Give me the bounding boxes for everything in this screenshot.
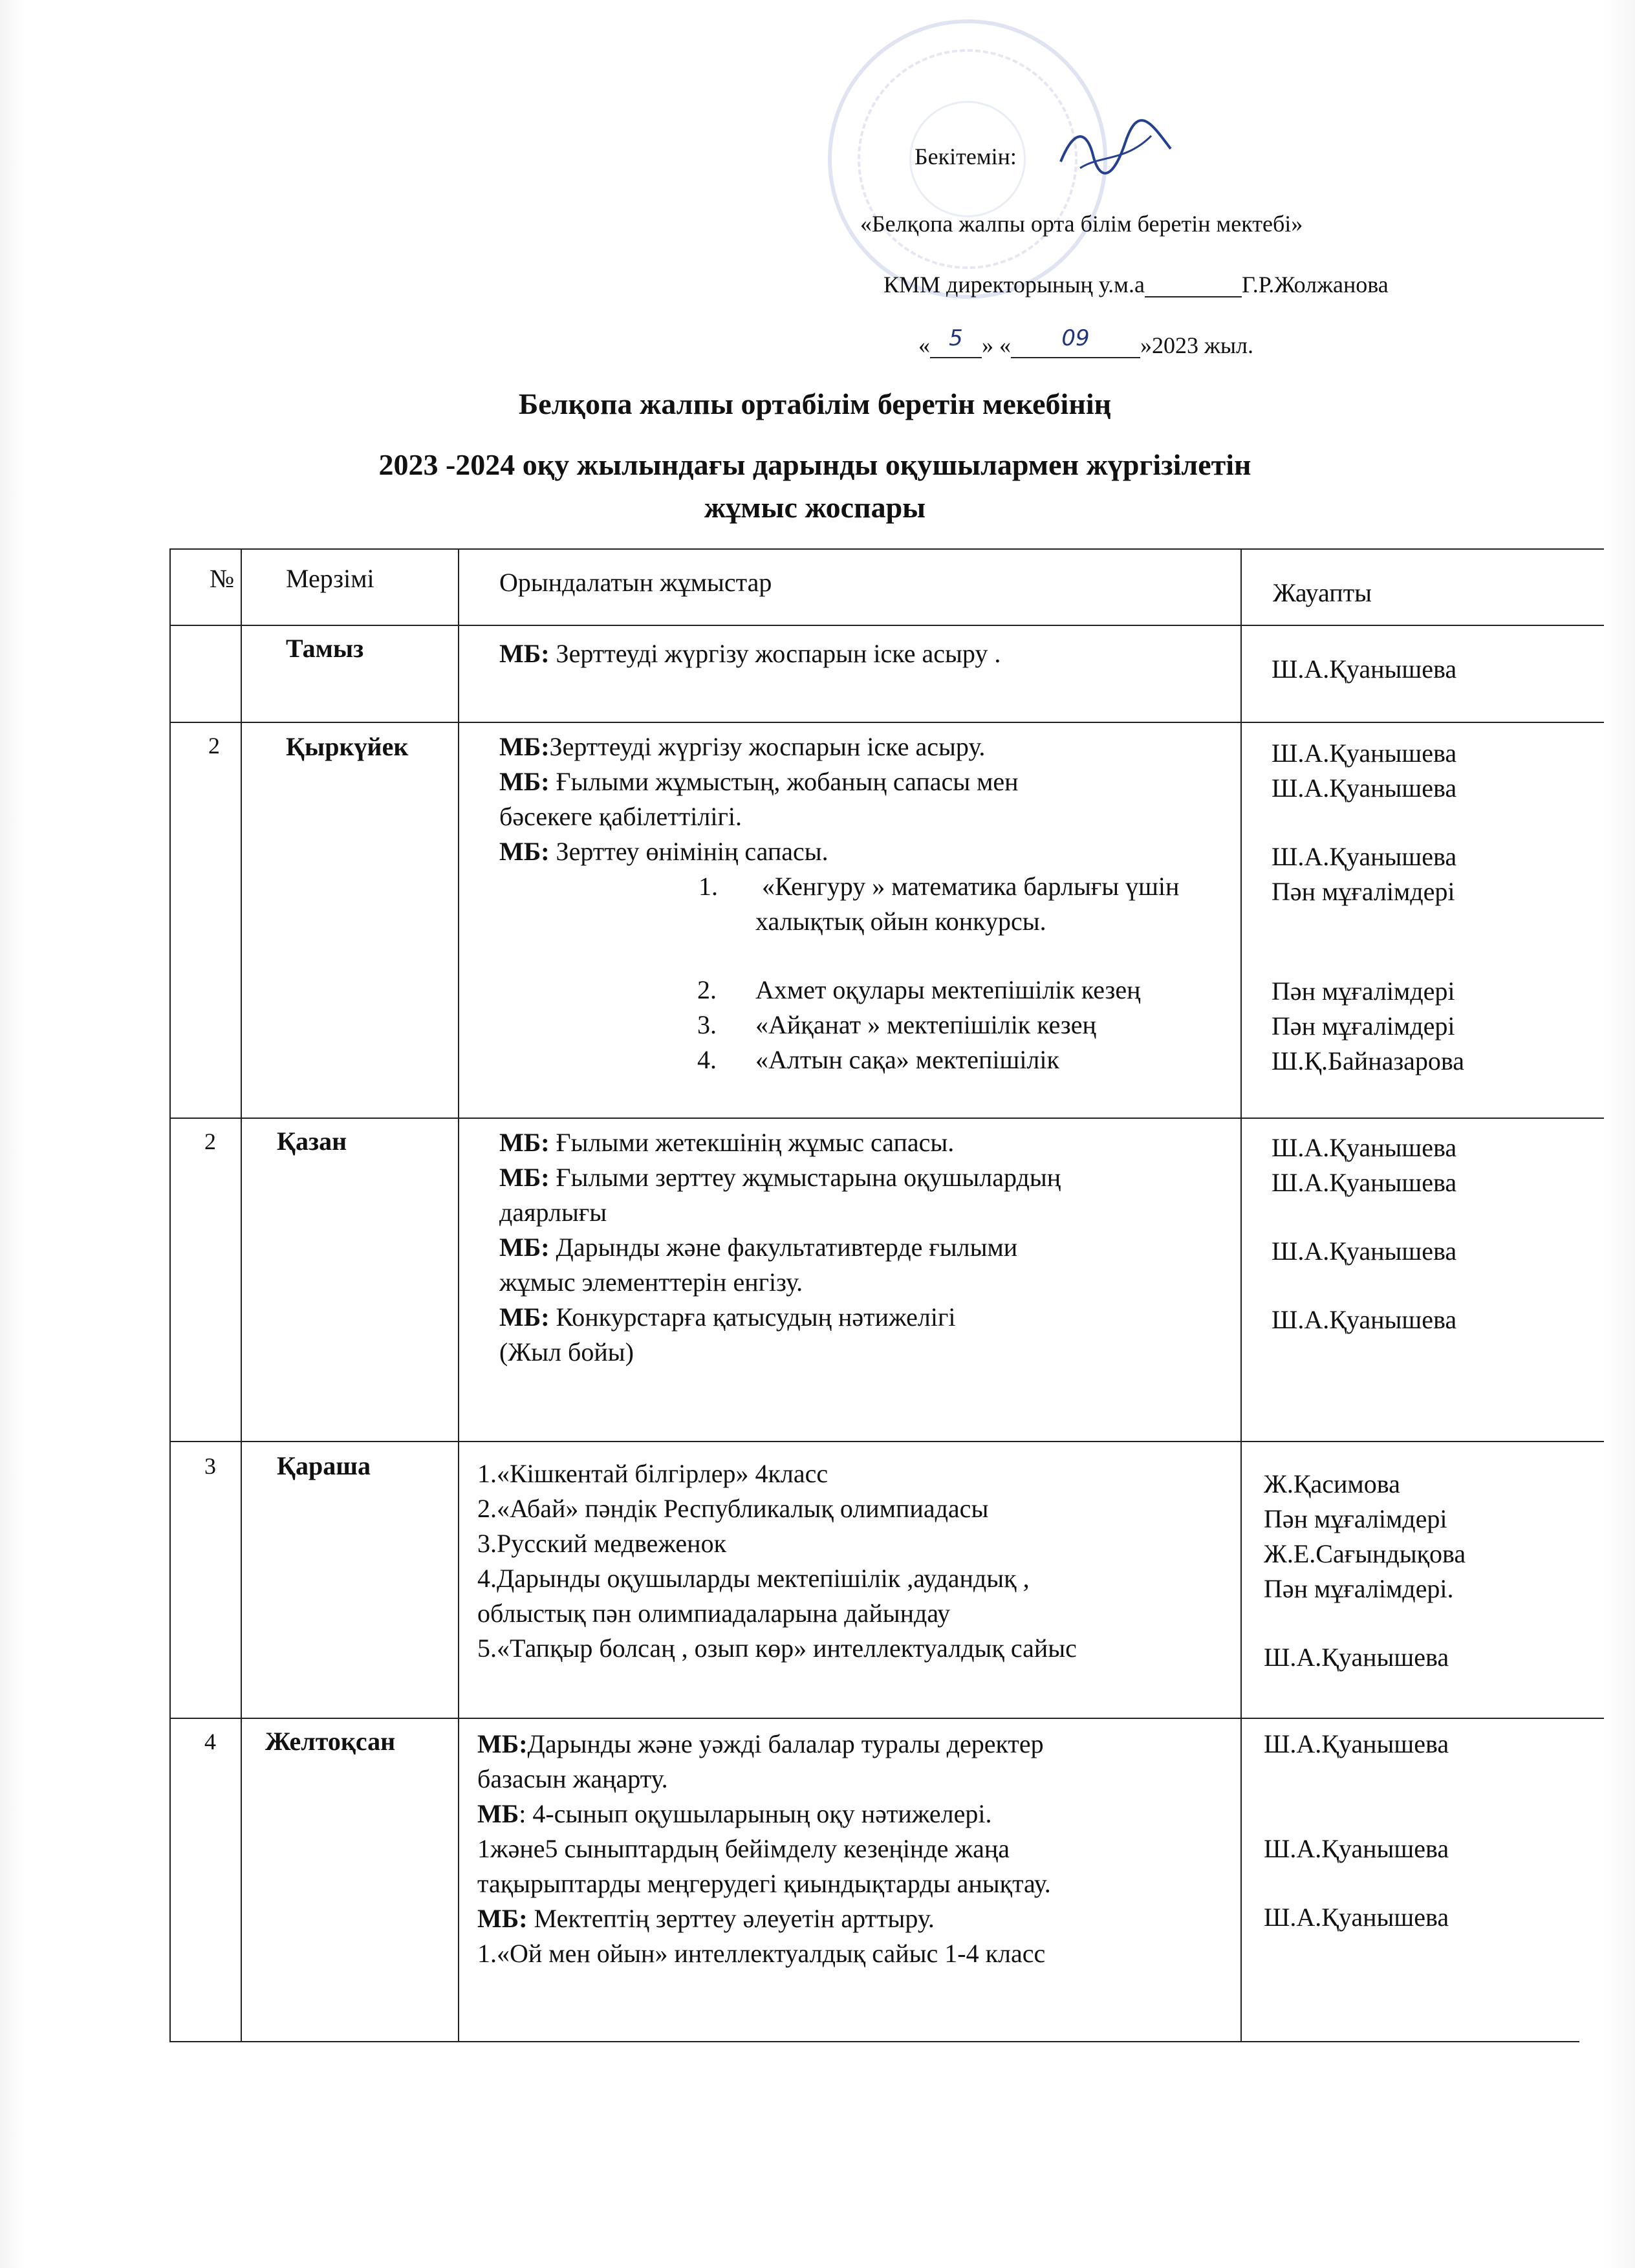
responsible-name: Ш.А.Қуанышева: [1272, 654, 1457, 684]
responsible-name: Ш.А.Қуанышева: [1272, 739, 1457, 768]
responsible-name: Ш.А.Қуанышева: [1264, 1729, 1449, 1758]
header-responsible: Жауапты: [1273, 578, 1372, 607]
document-title-line2: 2023 -2024 оқу жылындағы дарынды оқушылармен жүргізілетін: [378, 448, 1251, 481]
work-line: 2.«Абай» пәндік Республикалық олимпиадасы: [477, 1494, 989, 1523]
work-line: МБ: Зерттеу өнімінің сапасы.: [499, 837, 828, 866]
approval-label: Бекітемін:: [915, 144, 1017, 169]
column-divider: [458, 548, 459, 2042]
responsible-name: Пән мұғалімдері.: [1264, 1574, 1454, 1603]
responsible-name: Ш.А.Қуанышева: [1264, 1903, 1449, 1932]
responsible-name: Пән мұғалімдері: [1272, 1011, 1455, 1041]
list-item: 3. «Айқанат » мектепішілік кезең: [697, 1010, 1096, 1039]
row-divider: [169, 1118, 1604, 1119]
row-divider: [169, 625, 1604, 626]
column-divider: [241, 548, 242, 2042]
work-line: облыстық пән олимпиадаларына дайындау: [477, 1599, 951, 1628]
approval-date: [918, 325, 1254, 358]
responsible-name: Пән мұғалімдері: [1272, 977, 1455, 1006]
work-line: 3.Русский медвеженок: [477, 1529, 726, 1558]
table-border: [169, 2041, 1579, 2042]
work-line: 1.«Ой мен ойын» интеллектуалдық сайыс 1-4 класс: [477, 1939, 1046, 1968]
director-signature: [1048, 116, 1184, 194]
director-name: Г.Р.Жолжанова: [1241, 272, 1389, 297]
row3-responsible: [1272, 1130, 1456, 1337]
row5-term: Желтоқсан: [265, 1727, 396, 1756]
document-title-line3: жұмыс жоспары: [704, 491, 926, 524]
row1-term: Тамыз: [286, 634, 364, 663]
responsible-name: Ш.А.Қуанышева: [1272, 1305, 1457, 1334]
responsible-name: Ш.А.Қуанышева: [1264, 1834, 1449, 1863]
responsible-name: Ш.А.Қуанышева: [1272, 842, 1457, 871]
work-line: 1.«Кішкентай білгірлер» 4класс: [477, 1459, 828, 1488]
responsible-name: Ж.Е.Сағындықова: [1264, 1539, 1466, 1568]
row-divider: [169, 1718, 1604, 1719]
list-item: 4. «Алтын сақа» мектепішілік: [697, 1045, 1059, 1074]
work-line: МБ: 4-сынып оқушыларының оқу нәтижелері.: [477, 1799, 992, 1828]
work-line: МБ:Зерттеуді жүргізу жоспарын іске асыру.: [499, 732, 986, 761]
approval-director: [883, 273, 1389, 297]
row2-work: [499, 729, 1019, 869]
work-line: МБ: Ғылыми зерттеу жұмыстарына оқушылардың: [499, 1163, 1061, 1192]
row3-work: [499, 1125, 1061, 1370]
date-open-quote: «: [918, 332, 930, 358]
row3-num: 2: [204, 1129, 216, 1154]
date-day-field: [930, 325, 982, 358]
row1-work: [499, 636, 1001, 671]
row1-responsible: [1272, 652, 1456, 687]
work-line: даярлығы: [499, 1198, 607, 1227]
work-line: бәсекеге қабілеттілігі.: [499, 802, 742, 831]
row5-work: [477, 1727, 1051, 1971]
row3-term: Қазан: [277, 1127, 347, 1156]
responsible-name: Пән мұғалімдері: [1272, 877, 1455, 906]
list-item: 1. «Кенгуру » математика барлығы үшін: [698, 872, 1180, 901]
date-day: 5: [949, 325, 963, 351]
plan-table: [169, 548, 1604, 2042]
work-line: МБ: Дарынды және факультативтерде ғылыми: [499, 1233, 1018, 1262]
work-line: МБ: Конкурстарға қатысудың нәтижелігі: [499, 1302, 956, 1332]
work-line: МБ: Мектептің зерттеу әлеуетін арттыру.: [477, 1904, 935, 1933]
director-prefix: КММ директорының у.м.а: [883, 272, 1145, 297]
responsible-name: Ш.А.Қуанышева: [1272, 1237, 1457, 1266]
responsible-name: Ж.Қасимова: [1264, 1469, 1400, 1498]
date-year: »2023 жыл.: [1140, 332, 1254, 358]
row4-num: 3: [204, 1453, 216, 1479]
work-line: 1және5 сыныптардың бейімделу кезеңінде жаңа: [477, 1834, 1010, 1863]
responsible-name: Пән мұғалімдері: [1264, 1504, 1447, 1533]
signature-line: [1145, 273, 1242, 297]
row4-responsible: [1264, 1467, 1466, 1675]
date-month: 09: [1061, 325, 1090, 351]
table-border: [169, 548, 171, 2042]
work-line: МБ: Ғылыми жетекшінің жұмыс сапасы.: [499, 1128, 955, 1157]
row4-work: [477, 1456, 1077, 1666]
header-work: Орындалатын жұмыстар: [499, 568, 772, 597]
date-mid-quote: » «: [982, 332, 1011, 358]
work-line: базасын жаңарту.: [477, 1764, 668, 1793]
row2-term: Қыркүйек: [286, 732, 409, 761]
responsible-name: Ш.Қ.Байназарова: [1272, 1046, 1464, 1075]
work-line: МБ: Ғылыми жұмыстың, жобаның сапасы мен: [499, 767, 1019, 796]
header-num: №: [210, 564, 235, 593]
work-line: тақырыптарды меңгерудегі қиындықтарды анықтау.: [477, 1869, 1051, 1898]
work-line: 5.«Тапқыр болсаң , озып көр» интеллектуалдық сайыс: [477, 1634, 1077, 1663]
work-line: жұмыс элементтерін енгізу.: [499, 1268, 803, 1297]
responsible-name: Ш.А.Қуанышева: [1272, 1133, 1457, 1162]
list-item: 2. Ахмет оқулары мектепішілік кезең: [697, 975, 1141, 1004]
work-line: МБ: Зерттеуді жүргізу жоспарын іске асыру .: [499, 639, 1001, 668]
work-line: МБ:Дарынды және уәжді балалар туралы деректер: [477, 1729, 1044, 1758]
responsible-name: Ш.А.Қуанышева: [1264, 1643, 1449, 1672]
row5-num: 4: [204, 1729, 216, 1755]
responsible-name: Ш.А.Қуанышева: [1272, 1168, 1457, 1197]
date-month-field: [1011, 325, 1140, 358]
approval-school: «Белқопа жалпы орта білім беретін мектебі»: [860, 211, 1303, 237]
row-divider: [169, 1441, 1604, 1442]
table-border: [169, 548, 1604, 550]
document-title-line1: Белқопа жалпы ортабілім беретін мекебінің: [518, 387, 1112, 420]
row5-responsible: [1264, 1727, 1449, 1935]
column-divider: [1240, 548, 1242, 2042]
row2-list: [590, 869, 1179, 1077]
row2-num: 2: [208, 733, 220, 759]
row-divider: [169, 722, 1604, 723]
list-item-continuation: халықтық ойын конкурсы.: [755, 907, 1046, 936]
responsible-name: Ш.А.Қуанышева: [1272, 773, 1457, 803]
row2-responsible: [1272, 736, 1464, 1079]
work-line: 4.Дарынды оқушыларды мектепішілік ,аудандық ,: [477, 1564, 1030, 1593]
work-line: (Жыл бойы): [499, 1337, 634, 1366]
row4-term: Қараша: [277, 1451, 371, 1480]
header-term: Мерзімі: [286, 564, 374, 593]
